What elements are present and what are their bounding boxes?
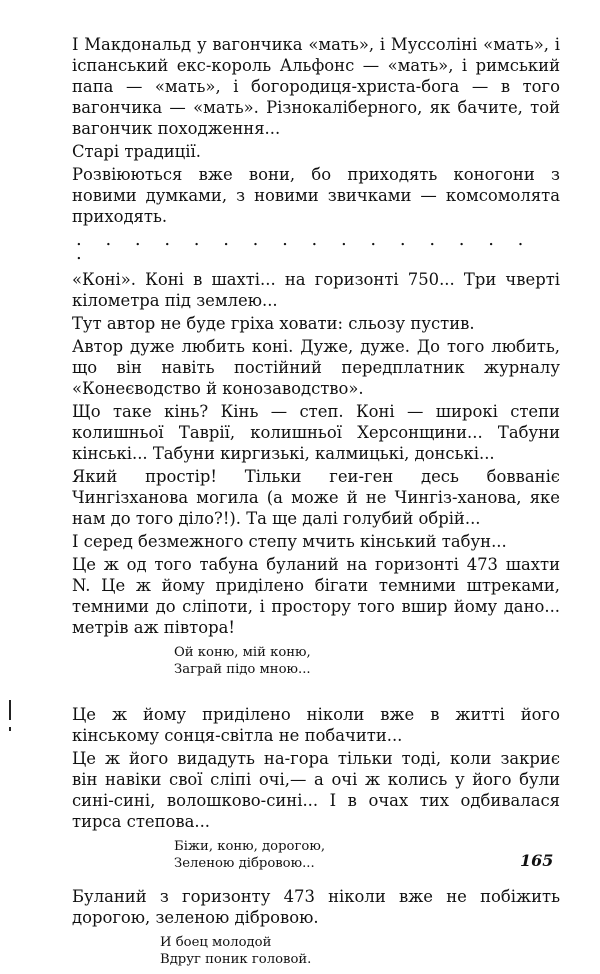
verse-line: И боец молодой: [160, 935, 272, 950]
verse-line: Вдруг поник головой.: [160, 952, 312, 967]
section-separator: . . . . . . . . . . . . . . . . .: [76, 229, 533, 264]
paragraph: Тут автор не буде гріха ховати: сльозу пустив.: [72, 314, 475, 333]
paragraph: І Макдональд у вагончика «мать», і Муссоліні «мать», і іспанський екс-король Альфонс — «мать», і римський папа — «мать», і богородиця-христа-бога — в того вагончика — «мать». Різнокаліберного, як бачите, той вагончик походження...: [72, 35, 560, 138]
paragraph: «Коні». Коні в шахті... на горизонті 750... Три чверті кілометра під землею...: [72, 270, 560, 310]
verse-line: Біжи, коню, дорогою,: [174, 839, 326, 854]
verse-quote: [72, 838, 560, 872]
paragraph: І серед безмежного степу мчить кінський табун...: [72, 532, 507, 551]
paragraph: Що таке кінь? Кінь — степ. Коні — широкі степи колишньої Таврії, колишньої Херсонщини... Табуни кінські... Табуни киргизькі, калмицькі, донські...: [72, 402, 560, 463]
paragraph: Автор дуже любить коні. Дуже, дуже. До того любить, що він навіть постійний передплатник журналу «Конеєводство й конозаводство».: [72, 337, 560, 398]
verse-line: Заграй підо мною...: [174, 662, 311, 677]
paragraph: Який простір! Тільки геи-ген десь бовваніє Чингізханова могила (а може й не Чингіз-ханова, яке нам до того діло?!). Та ще далі голубий обрій...: [72, 467, 560, 528]
paragraph: Це ж од того табуна буланий на горизонті 473 шахти N. Це ж йому приділено бігати темними штреками, темними до сліпоти, і простору того вшир йому дано... метрів аж півтора!: [72, 555, 560, 637]
scan-edge-mark: [9, 700, 11, 720]
paragraph: Це ж його видадуть на-гора тільки тоді, коли закриє він навіки свої сліпі очі,— а очі ж колись у його були сині-сині, волошково-сині... І в очах тих одбивалася тирса степова...: [72, 749, 560, 831]
text-column: [72, 34, 560, 974]
paragraph: Це ж йому приділено ніколи вже в житті його кінському сонця-світла не побачити...: [72, 705, 560, 745]
paragraph: Буланий з горизонту 473 ніколи вже не побіжить дорогою, зеленою дібровою.: [72, 887, 560, 927]
verse-quote: [72, 934, 560, 968]
page-number: 165: [520, 851, 554, 870]
verse-line: Ой коню, мій коню,: [174, 645, 311, 660]
verse-line: Зеленою дібровою...: [174, 856, 315, 871]
verse-quote: [72, 644, 560, 678]
scan-edge-mark: [9, 727, 11, 731]
paragraph: Розвіюються вже вони, бо приходять коногони з новими думками, з новими звичками — комсомолята приходять.: [72, 165, 560, 226]
paragraph: Старі традиції.: [72, 142, 201, 161]
